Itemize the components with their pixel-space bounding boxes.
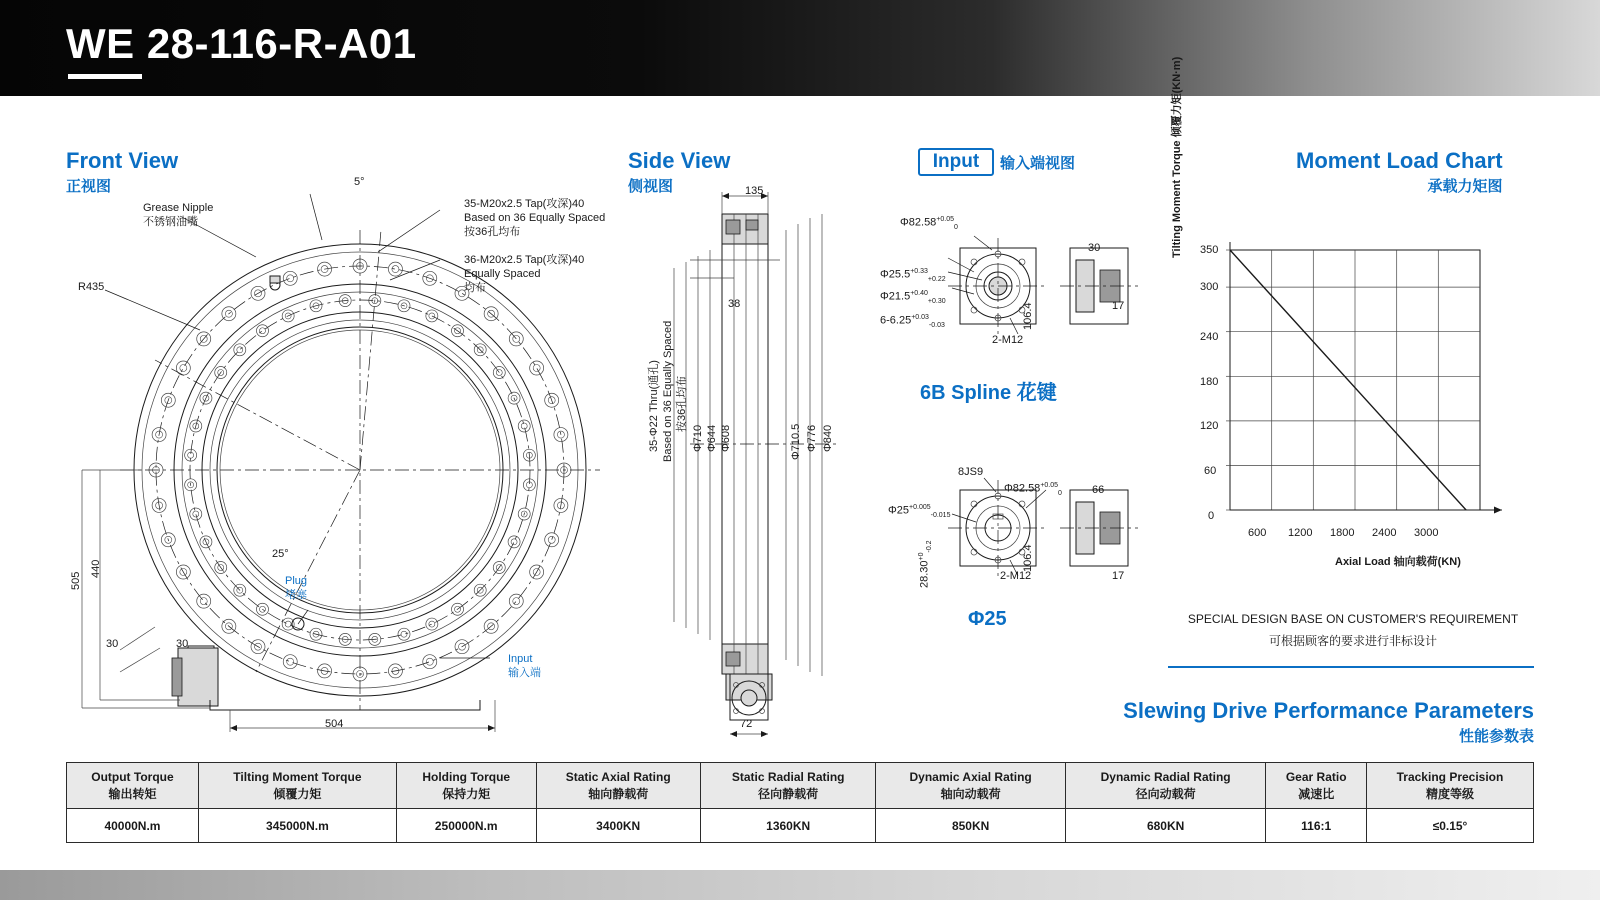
dim-phi644: Φ644: [706, 424, 718, 452]
header-en: Static Axial Rating: [565, 770, 671, 785]
chart-ytick-350: 350: [1200, 244, 1219, 256]
front-view-heading-en: Front View: [66, 148, 179, 173]
table-cell: ≤0.15°: [1366, 809, 1533, 843]
shaft-d1-tol-dn: 0: [1058, 489, 1062, 497]
side-view-heading: [628, 148, 730, 196]
table-cell: 680KN: [1065, 809, 1266, 843]
note-divider: [1168, 666, 1534, 668]
thru-line3: 按36孔均布: [676, 375, 688, 432]
dim-38: 38: [728, 298, 741, 310]
table-header-cell: [1266, 763, 1367, 809]
shaft-dim-h: 106.4: [1022, 544, 1034, 572]
side-view-heading-cn: 侧视图: [628, 178, 674, 195]
spline-d2-value: Φ25.5: [880, 268, 911, 281]
shaft-dim-key: 8JS9: [958, 466, 984, 478]
plug-en: Plug: [285, 575, 308, 587]
chart-ytick-0: 0: [1208, 510, 1215, 522]
shaft-d2-tol-dn: -0.015: [930, 511, 951, 519]
header-en: Tilting Moment Torque: [233, 770, 362, 785]
shaft-flat-value: 28.30: [918, 560, 931, 588]
tap36-line1: 36-M20x2.5 Tap(攻深)40: [464, 254, 585, 266]
input-heading-en: Input: [932, 151, 980, 172]
shaft-d1-value: Φ82.58: [1004, 482, 1041, 495]
table-header-cell: [1065, 763, 1266, 809]
special-design-note-en: SPECIAL DESIGN BASE ON CUSTOMER'S REQUIREMENT: [1187, 612, 1519, 626]
spline-d1-value: Φ82.58: [900, 216, 937, 229]
footer-bar: [0, 870, 1600, 900]
spline-d3-value: Φ21.5: [880, 290, 911, 303]
thru-hole-label: [648, 360, 662, 452]
front-input-en: Input: [508, 653, 533, 665]
shaft-dim-d1: [1004, 482, 1062, 497]
moment-chart-heading-en: Moment Load Chart: [1296, 148, 1503, 173]
spline-dim-w: 30: [1088, 242, 1101, 254]
chart-xtick-2400: 2400: [1372, 527, 1397, 539]
spline-d4-tol-dn: -0.03: [928, 321, 945, 329]
dim-phi776: Φ776: [806, 424, 818, 452]
grease-nipple-en: Grease Nipple: [143, 202, 214, 214]
header-cn: 径向动载荷: [1135, 786, 1196, 801]
table-header-cell: [396, 763, 536, 809]
spline-dim-h: 106.4: [1022, 302, 1034, 330]
tap35-label: [464, 198, 605, 239]
header-cn: 径向静载荷: [758, 786, 819, 801]
spline-d1-tol-dn: 0: [954, 223, 958, 231]
front-view-heading-cn: 正视图: [66, 178, 112, 195]
spline-dim-tap: 2-M12: [992, 334, 1024, 346]
dim-r435: R435: [78, 281, 105, 293]
moment-chart-heading: [1296, 148, 1503, 196]
page-header: [0, 0, 1600, 96]
table-cell: 40000N.m: [67, 809, 199, 843]
header-cn: 保持力矩: [442, 786, 491, 801]
front-input-label: [508, 653, 541, 681]
spline-d2-tol-dn: +0.22: [927, 275, 946, 283]
spline-d4-value: 6-6.25: [880, 314, 912, 327]
chart-xtick-600: 600: [1248, 527, 1267, 539]
shaft-dim-w: 66: [1092, 484, 1105, 496]
table-header-cell: [1366, 763, 1533, 809]
chart-ylabel: Tilting Moment Torque 倾覆力矩(KN·m): [1171, 56, 1183, 258]
table-row: [67, 809, 1534, 843]
thru-hole-label-3: [676, 376, 690, 432]
spline-dim-t: 17: [1112, 300, 1125, 312]
spline-input-drawing: [927, 230, 1160, 360]
table-cell: 116:1: [1266, 809, 1367, 843]
dim-72: 72: [740, 718, 753, 730]
title-underline: [68, 74, 142, 79]
spline-d4-tol-up: +0.03: [911, 314, 929, 321]
header-en: Gear Ratio: [1285, 770, 1347, 785]
header-en: Output Torque: [91, 770, 174, 785]
header-en: Tracking Precision: [1396, 770, 1504, 785]
input-block: [172, 648, 218, 706]
tap35-line2: Based on 36 Equally Spaced: [464, 211, 606, 224]
front-input-cn: 输入端: [508, 666, 541, 679]
shaft-title: Φ25: [968, 608, 1007, 630]
table-cell: 3400KN: [536, 809, 700, 843]
table-header-cell: [876, 763, 1065, 809]
table-cell: 345000N.m: [198, 809, 396, 843]
spline-d1-tol-up: +0.05: [936, 216, 955, 223]
dim-angle-25: 25°: [272, 548, 289, 560]
header-en: Dynamic Radial Rating: [1100, 770, 1231, 785]
side-view-drawing: [630, 190, 900, 740]
header-cn: 输出转矩: [108, 786, 157, 801]
shaft-dim-flat: [918, 540, 933, 588]
shaft-dim-tap: 2-M12: [1000, 570, 1032, 582]
dim-30-a: 30: [106, 638, 119, 650]
side-view-heading-en: Side View: [628, 148, 731, 173]
dim-505: 505: [70, 571, 82, 590]
performance-heading-en: Slewing Drive Performance Parameters: [1123, 698, 1534, 723]
spline-title: 6B Spline 花键: [920, 382, 1057, 404]
dim-504: 504: [325, 718, 344, 730]
grease-nipple-label: [143, 202, 213, 230]
spline-dim-d3: [880, 290, 946, 305]
thru-line2: Based on 36 Equally Spaced: [662, 320, 674, 462]
tap36-line2: Equally Spaced: [464, 267, 541, 280]
table-cell: 850KN: [876, 809, 1065, 843]
header-cn: 精度等级: [1425, 786, 1474, 801]
tap35-line1: 35-M20x2.5 Tap(攻深)40: [464, 198, 585, 210]
shaft-d1-tol-up: +0.05: [1040, 482, 1059, 489]
table-cell: 1360KN: [700, 809, 876, 843]
moment-chart-heading-cn: 承载力矩图: [1427, 178, 1503, 195]
dim-phi840: Φ840: [822, 424, 834, 452]
chart-xtick-1200: 1200: [1288, 527, 1313, 539]
header-cn: 轴向动载荷: [940, 786, 1001, 801]
shaft-flat-tol-dn: -0.2: [925, 540, 933, 553]
performance-heading-cn: 性能参数表: [1458, 728, 1534, 745]
dim-135: 135: [745, 185, 764, 197]
spline-d3-tol-dn: +0.30: [927, 297, 946, 305]
header-cn: 倾覆力矩: [273, 786, 322, 801]
shaft-dim-d2: [888, 504, 950, 519]
table-header-cell: [536, 763, 700, 809]
input-heading-box: [918, 148, 994, 176]
performance-heading: [1080, 698, 1534, 746]
header-cn: 轴向静载荷: [588, 786, 649, 801]
header-en: Static Radial Rating: [731, 770, 845, 785]
spline-dim-d4: [880, 314, 945, 329]
dim-phi710-5: Φ710.5: [790, 423, 802, 460]
tap35-line3: 按36孔均布: [464, 225, 521, 238]
tap36-label: [464, 254, 584, 295]
table-header-row: [67, 763, 1534, 809]
table-header-cell: [198, 763, 396, 809]
table-header-cell: [700, 763, 876, 809]
dim-30-b: 30: [176, 638, 189, 650]
shaft-flat-tol-up: +0: [918, 552, 925, 561]
table-cell: 250000N.m: [396, 809, 536, 843]
spline-d2-tol-up: +0.33: [910, 268, 928, 275]
input-heading-cn: 输入端视图: [1000, 155, 1076, 172]
header-cn: 减速比: [1298, 786, 1335, 801]
chart-xtick-1800: 1800: [1330, 527, 1355, 539]
spline-d3-tol-up: +0.40: [910, 290, 928, 297]
thru-hole-label-2: [662, 321, 676, 462]
dim-phi608: Φ608: [720, 424, 732, 452]
spline-dim-d2: [880, 268, 946, 283]
chart-ytick-180: 180: [1200, 376, 1219, 388]
plug-label: [285, 575, 307, 603]
plug-cn: 堵塞: [285, 588, 307, 601]
chart-ytick-60: 60: [1204, 465, 1217, 477]
shaft-dim-t: 17: [1112, 570, 1125, 582]
shaft-d2-value: Φ25: [888, 504, 910, 517]
tap36-line3: 均布: [464, 281, 486, 294]
dim-440: 440: [90, 559, 102, 578]
header-en: Holding Torque: [422, 770, 511, 785]
dim-angle-5: 5°: [354, 176, 365, 188]
chart-xlabel: Axial Load 轴向载荷(KN): [1335, 556, 1461, 568]
special-design-note-cn: 可根据顾客的要求进行非标设计: [1268, 634, 1437, 648]
chart-xtick-3000: 3000: [1414, 527, 1439, 539]
chart-ytick-120: 120: [1200, 420, 1219, 432]
shaft-d2-tol-up: +0.005: [909, 504, 931, 511]
parameters-table: [66, 762, 1534, 843]
chart-ytick-240: 240: [1200, 331, 1219, 343]
thru-line1: 35-Φ22 Thru(通孔): [648, 360, 660, 452]
dim-phi710: Φ710: [692, 424, 704, 452]
grease-nipple-cn: 不锈钢油嘴: [143, 215, 198, 228]
page-title: WE 28-116-R-A01: [66, 20, 417, 67]
chart-ytick-300: 300: [1200, 281, 1219, 293]
moment-load-chart: [1190, 240, 1510, 550]
header-en: Dynamic Axial Rating: [909, 770, 1032, 785]
spline-dim-d1: [900, 216, 958, 231]
table-header-cell: [67, 763, 199, 809]
